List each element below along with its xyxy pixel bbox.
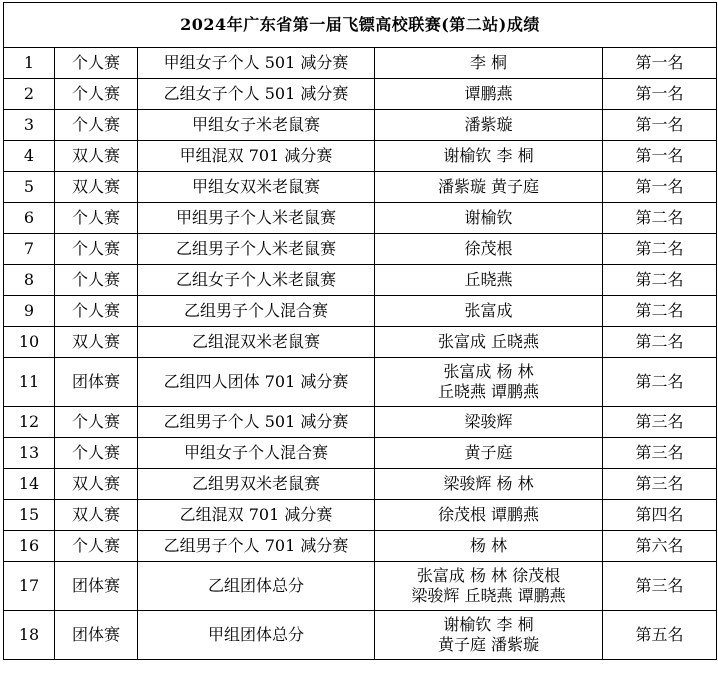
competition-type: 双人赛 — [55, 500, 138, 531]
player-names — [375, 48, 603, 79]
player-line: 梁骏辉 丘晓燕 谭鹏燕 — [411, 586, 566, 605]
event-name: 甲组团体总分 — [138, 611, 375, 660]
player-line: 黄子庭 潘紫璇 — [437, 635, 540, 654]
event-name: 甲组女子米老鼠赛 — [138, 110, 375, 141]
placement: 第三名 — [603, 438, 717, 469]
row-number: 12 — [4, 407, 55, 438]
placement: 第一名 — [603, 141, 717, 172]
event-name: 乙组女子个人 501 减分赛 — [138, 79, 375, 110]
table-row — [4, 203, 717, 234]
row-number: 7 — [4, 234, 55, 265]
placement: 第二名 — [603, 265, 717, 296]
row-number: 8 — [4, 265, 55, 296]
table-row — [4, 141, 717, 172]
placement: 第二名 — [603, 296, 717, 327]
event-name: 乙组男子个人混合赛 — [138, 296, 375, 327]
competition-type: 个人赛 — [55, 203, 138, 234]
event-name: 乙组四人团体 701 减分赛 — [138, 358, 375, 407]
player-names — [375, 438, 603, 469]
placement: 第三名 — [603, 407, 717, 438]
table-row — [4, 358, 717, 407]
player-names — [375, 141, 603, 172]
row-number: 14 — [4, 469, 55, 500]
event-name: 甲组女子个人 501 减分赛 — [138, 48, 375, 79]
table-row — [4, 562, 717, 611]
competition-type: 个人赛 — [55, 265, 138, 296]
placement: 第二名 — [603, 203, 717, 234]
placement: 第四名 — [603, 500, 717, 531]
table-row — [4, 172, 717, 203]
row-number: 15 — [4, 500, 55, 531]
player-line: 徐茂根 — [464, 239, 513, 258]
table-row — [4, 296, 717, 327]
event-name: 乙组男子个人米老鼠赛 — [138, 234, 375, 265]
placement: 第二名 — [603, 358, 717, 407]
row-number: 11 — [4, 358, 55, 407]
player-names — [375, 265, 603, 296]
table-row — [4, 79, 717, 110]
row-number: 9 — [4, 296, 55, 327]
player-names — [375, 500, 603, 531]
player-names — [375, 79, 603, 110]
page-title: 2024年广东省第一届飞镖高校联赛(第二站)成绩 — [4, 3, 717, 48]
competition-type: 团体赛 — [55, 562, 138, 611]
player-names — [375, 327, 603, 358]
competition-type: 个人赛 — [55, 234, 138, 265]
player-names — [375, 562, 603, 611]
row-number: 1 — [4, 48, 55, 79]
player-line: 张富成 杨 林 徐茂根 — [416, 566, 561, 585]
player-line: 张富成 丘晓燕 — [437, 332, 540, 351]
event-name: 乙组混双米老鼠赛 — [138, 327, 375, 358]
player-line: 张富成 — [464, 301, 513, 320]
player-line: 谢榆钦 — [464, 208, 513, 227]
player-names — [375, 469, 603, 500]
table-row — [4, 469, 717, 500]
player-line: 潘紫璇 — [464, 115, 513, 134]
table-row — [4, 265, 717, 296]
event-name: 乙组男子个人 501 减分赛 — [138, 407, 375, 438]
placement: 第一名 — [603, 79, 717, 110]
player-line: 黄子庭 — [464, 443, 513, 462]
table-row — [4, 234, 717, 265]
competition-type: 个人赛 — [55, 438, 138, 469]
player-names — [375, 234, 603, 265]
player-line: 杨 林 — [469, 536, 508, 555]
title-row — [4, 3, 717, 48]
row-number: 5 — [4, 172, 55, 203]
player-names — [375, 296, 603, 327]
row-number: 18 — [4, 611, 55, 660]
player-names — [375, 203, 603, 234]
row-number: 2 — [4, 79, 55, 110]
competition-type: 团体赛 — [55, 611, 138, 660]
player-names — [375, 358, 603, 407]
competition-type: 个人赛 — [55, 110, 138, 141]
event-name: 乙组男双米老鼠赛 — [138, 469, 375, 500]
competition-type: 个人赛 — [55, 79, 138, 110]
table-row — [4, 531, 717, 562]
results-table — [3, 2, 717, 660]
competition-type: 个人赛 — [55, 531, 138, 562]
player-names — [375, 110, 603, 141]
row-number: 10 — [4, 327, 55, 358]
player-line: 李 桐 — [469, 53, 508, 72]
table-row — [4, 48, 717, 79]
player-line: 谭鹏燕 — [464, 84, 513, 103]
table-row — [4, 407, 717, 438]
event-name: 乙组女子个人米老鼠赛 — [138, 265, 375, 296]
player-names — [375, 611, 603, 660]
player-names — [375, 407, 603, 438]
player-line: 徐茂根 谭鹏燕 — [437, 505, 540, 524]
placement: 第三名 — [603, 469, 717, 500]
player-line: 梁骏辉 — [464, 412, 513, 431]
player-line: 张富成 杨 林 — [443, 362, 534, 381]
row-number: 13 — [4, 438, 55, 469]
player-names — [375, 531, 603, 562]
placement: 第三名 — [603, 562, 717, 611]
player-line: 丘晓燕 谭鹏燕 — [437, 382, 540, 401]
row-number: 6 — [4, 203, 55, 234]
table-row — [4, 327, 717, 358]
row-number: 16 — [4, 531, 55, 562]
event-name: 甲组女双米老鼠赛 — [138, 172, 375, 203]
placement: 第一名 — [603, 172, 717, 203]
table-row — [4, 500, 717, 531]
table-row — [4, 438, 717, 469]
row-number: 3 — [4, 110, 55, 141]
player-line: 潘紫璇 黄子庭 — [437, 177, 540, 196]
table-row — [4, 611, 717, 660]
placement: 第二名 — [603, 327, 717, 358]
player-line: 梁骏辉 杨 林 — [443, 474, 534, 493]
row-number: 17 — [4, 562, 55, 611]
event-name: 甲组女子个人混合赛 — [138, 438, 375, 469]
player-names — [375, 172, 603, 203]
competition-type: 双人赛 — [55, 327, 138, 358]
competition-type: 个人赛 — [55, 48, 138, 79]
competition-type: 双人赛 — [55, 141, 138, 172]
competition-type: 个人赛 — [55, 296, 138, 327]
competition-type: 团体赛 — [55, 358, 138, 407]
event-name: 乙组团体总分 — [138, 562, 375, 611]
event-name: 甲组男子个人米老鼠赛 — [138, 203, 375, 234]
player-line: 谢榆钦 李 桐 — [443, 615, 534, 634]
placement: 第一名 — [603, 48, 717, 79]
competition-type: 个人赛 — [55, 407, 138, 438]
table-row — [4, 110, 717, 141]
row-number: 4 — [4, 141, 55, 172]
placement: 第五名 — [603, 611, 717, 660]
event-name: 甲组混双 701 减分赛 — [138, 141, 375, 172]
player-line: 丘晓燕 — [464, 270, 513, 289]
event-name: 乙组男子个人 701 减分赛 — [138, 531, 375, 562]
competition-type: 双人赛 — [55, 469, 138, 500]
player-line: 谢榆钦 李 桐 — [443, 146, 534, 165]
placement: 第一名 — [603, 110, 717, 141]
event-name: 乙组混双 701 减分赛 — [138, 500, 375, 531]
placement: 第六名 — [603, 531, 717, 562]
placement: 第二名 — [603, 234, 717, 265]
competition-type: 双人赛 — [55, 172, 138, 203]
